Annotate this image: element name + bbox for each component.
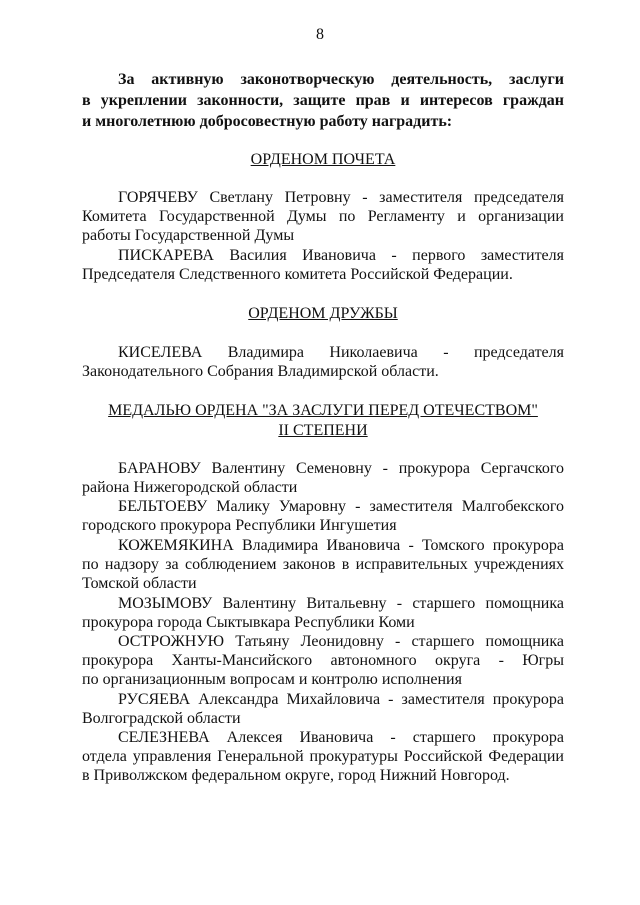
- entry-line: Волгоградской области: [82, 710, 241, 727]
- page-number: 8: [316, 26, 324, 43]
- award-entry: [82, 690, 564, 728]
- section-heading-order-of-honor: ОРДЕНОМ ПОЧЕТА: [250, 151, 396, 168]
- section-heading-medal: МЕДАЛЬЮ ОРДЕНА "ЗА ЗАСЛУГИ ПЕРЕД ОТЕЧЕСТВОМ": [108, 402, 538, 419]
- entry-line: СЕЛЕЗНЕВА Алексея Ивановича - старшего прокурора: [118, 729, 564, 746]
- award-entry: [82, 728, 564, 785]
- award-entry: [82, 343, 564, 381]
- entry-line: в Приволжском федеральном округе, город Нижний Новгород.: [82, 767, 510, 784]
- award-entry: [82, 188, 564, 245]
- entry-line: работы Государственной Думы: [82, 227, 295, 244]
- award-entry: [82, 497, 564, 535]
- entry-line: Законодательного Собрания Владимирской области.: [82, 363, 439, 380]
- entry-line: по организационным вопросам и контролю исполнения: [82, 671, 462, 688]
- entry-line: прокурора города Сыктывкара Республики Коми: [82, 614, 415, 631]
- intro-line: в укреплении законности, защите прав и интересов граждан: [82, 92, 564, 109]
- intro-paragraph: [82, 69, 564, 132]
- entry-line: Председателя Следственного комитета Российской Федерации.: [82, 266, 513, 283]
- intro-line: и многолетнюю добросовестную работу наградить:: [82, 113, 453, 130]
- entry-line: прокурора Ханты-Мансийского автономного округа - Югры: [82, 652, 564, 669]
- entry-line: КИСЕЛЕВА Владимира Николаевича - председателя: [118, 344, 564, 361]
- entry-line: ОСТРОЖНУЮ Татьяну Леонидовну - старшего помощника: [118, 633, 564, 650]
- section-heading-order-of-friendship: ОРДЕНОМ ДРУЖБЫ: [248, 305, 398, 322]
- entry-line: по надзору за соблюдением законов в исправительных учреждениях: [82, 556, 564, 573]
- entry-line: БЕЛЬТОЕВУ Малику Умаровну - заместителя Малгобекского: [118, 498, 564, 515]
- award-entry: [82, 632, 564, 689]
- award-entry: [82, 246, 564, 284]
- entry-line: ГОРЯЧЕВУ Светлану Петровну - заместителя председателя: [118, 189, 564, 206]
- entry-line: Томской области: [82, 575, 197, 592]
- entry-line: Комитета Государственной Думы по Регламенту и организации: [82, 208, 564, 225]
- entry-line: отдела управления Генеральной прокуратуры Российской Федерации: [82, 748, 564, 765]
- entry-line: ПИСКАРЕВА Василия Ивановича - первого заместителя: [118, 247, 564, 264]
- award-entry: [82, 536, 564, 593]
- entry-line: МОЗЫМОВУ Валентину Витальевну - старшего помощника: [118, 595, 564, 612]
- entry-line: КОЖЕМЯКИНА Владимира Ивановича - Томского прокурора: [118, 537, 564, 554]
- intro-line: За активную законотворческую деятельность, заслуги: [118, 71, 564, 88]
- entry-line: БАРАНОВУ Валентину Семеновну - прокурора Сергачского: [118, 460, 564, 477]
- entry-line: РУСЯЕВА Александра Михайловича - заместителя прокурора: [118, 691, 564, 708]
- award-entry: [82, 459, 564, 497]
- entry-line: района Нижегородской области: [82, 479, 298, 496]
- entry-line: городского прокурора Республики Ингушетия: [82, 517, 397, 534]
- section-heading-medal-degree: II СТЕПЕНИ: [278, 422, 368, 439]
- award-entry: [82, 594, 564, 632]
